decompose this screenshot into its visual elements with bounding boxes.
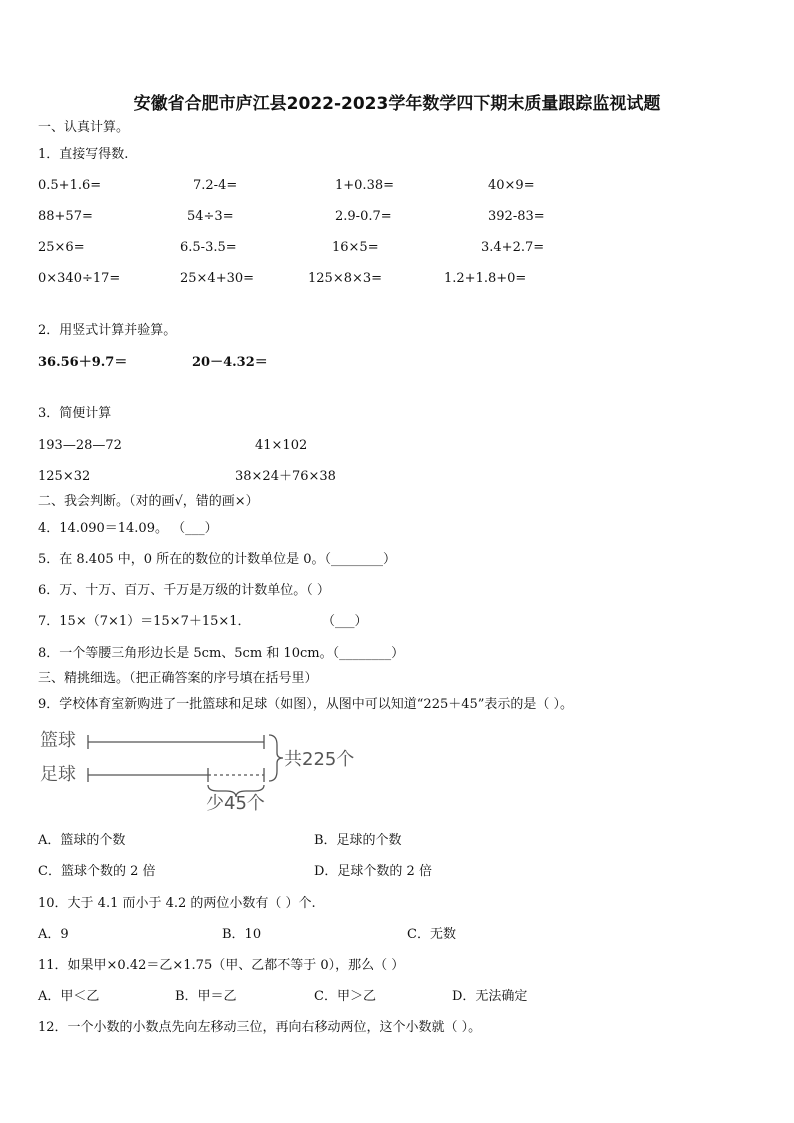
q1-r4-c4: 1.2+1.8+0= (444, 271, 527, 286)
q11-stem: 11．如果甲×0.42＝乙×1.75（甲、乙都不等于 0），那么（ ） (38, 958, 405, 973)
q11-option-a: A．甲＜乙 (38, 989, 100, 1004)
q9-figure (36, 725, 366, 815)
q2-label: 2．用竖式计算并验算。 (38, 323, 177, 338)
q1-r4-c3: 125×8×3= (308, 271, 383, 286)
q9-option-a: A．篮球的个数 (38, 833, 126, 848)
q7: 7．15×（7×1）＝15×7＋15×1． (38, 614, 251, 629)
q1-r3-c4: 3.4+2.7= (481, 240, 545, 255)
q12-stem: 12．一个小数的小数点先向左移动三位，再向右移动两位，这个小数就（ ）。 (38, 1020, 482, 1035)
q1-r3-c1: 25×6= (38, 240, 85, 255)
q11-option-d: D．无法确定 (452, 989, 528, 1004)
q11-option-b: B．甲＝乙 (175, 989, 237, 1004)
q1-r3-c3: 16×5= (332, 240, 379, 255)
q7-answer-blank: （___） (322, 614, 368, 629)
q8: 8．一个等腰三角形边长是 5cm、5cm 和 10cm。（________） (38, 646, 405, 661)
q11-option-c: C．甲＞乙 (314, 989, 376, 1004)
q1-r2-c3: 2.9-0.7= (335, 209, 392, 224)
q2-item-1: 36.56＋9.7＝ (38, 355, 128, 370)
q10-option-c: C．无数 (407, 927, 456, 942)
section2-heading: 二、我会判断。（对的画√，错的画×） (38, 494, 259, 509)
q1-r3-c2: 6.5-3.5= (180, 240, 237, 255)
q3-item-3: 125×32 (38, 469, 91, 484)
q3-label: 3．简便计算 (38, 406, 112, 421)
q10-stem: 10．大于 4.1 而小于 4.2 的两位小数有（ ）个. (38, 896, 316, 911)
q1-r1-c4: 40×9= (488, 178, 535, 193)
q1-r2-c2: 54÷3= (187, 209, 234, 224)
q10-option-a: A．9 (38, 927, 69, 942)
q6: 6．万、十万、百万、千万是万级的计数单位。（ ） (38, 583, 330, 598)
q3-item-2: 41×102 (255, 438, 308, 453)
q1-r1-c2: 7.2-4= (193, 178, 238, 193)
q1-r2-c1: 88+57= (38, 209, 93, 224)
q9-stem: 9．学校体育室新购进了一批篮球和足球（如图），从图中可以知道“225＋45”表示的是（ ）。 (38, 697, 574, 712)
figure-label-basketball: 篮球 (40, 730, 76, 751)
q1-r4-c1: 0×340÷17= (38, 271, 121, 286)
q1-r2-c4: 392-83= (488, 209, 545, 224)
total-brace (269, 735, 283, 781)
q9-option-c: C．篮球个数的 2 倍 (38, 864, 156, 879)
q10-option-b: B．10 (222, 927, 262, 942)
q1-r1-c1: 0.5+1.6= (38, 178, 102, 193)
figure-label-football: 足球 (40, 764, 76, 785)
q9-option-d: D．足球个数的 2 倍 (314, 864, 432, 879)
figure-total-label: 共225个 (284, 749, 355, 770)
q2-item-2: 20－4.32＝ (192, 355, 268, 370)
q3-item-4: 38×24＋76×38 (235, 469, 336, 484)
q1-label: 1．直接写得数. (38, 147, 129, 162)
page-title: 安徽省合肥市庐江县2022-2023学年数学四下期末质量跟踪监视试题 (133, 94, 661, 114)
q3-item-1: 193—28—72 (38, 438, 122, 453)
section3-heading: 三、精挑细选。（把正确答案的序号填在括号里） (38, 671, 318, 686)
q1-r1-c3: 1+0.38= (335, 178, 395, 193)
q1-r4-c2: 25×4+30= (180, 271, 255, 286)
section1-heading: 一、认真计算。 (38, 120, 130, 135)
figure-diff-label: 少45个 (206, 793, 265, 814)
q9-option-b: B．足球的个数 (314, 833, 402, 848)
q5: 5．在 8.405 中，0 所在的数位的计数单位是 0。（________） (38, 552, 397, 567)
q4: 4．14.090＝14.09。 （___） (38, 521, 218, 536)
